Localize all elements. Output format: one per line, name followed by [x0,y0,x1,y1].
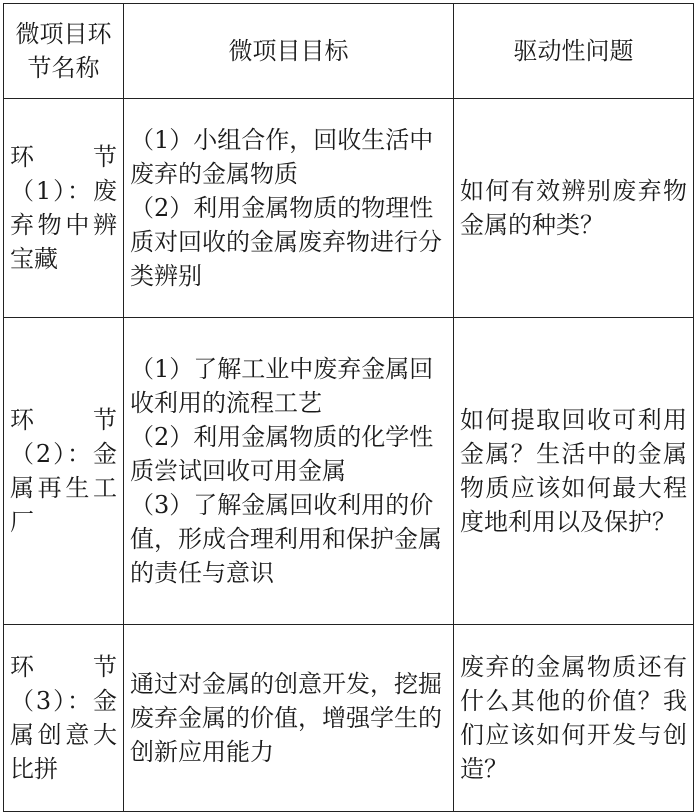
table-row [4,318,694,625]
stage-name-cell: 环节（3）：金属创意大比拼 [4,625,124,812]
table-row [4,625,694,812]
driving-question-cell: 如何提取回收可利用金属？生活中的金属物质应该如何最大程度地利用以及保护？ [454,318,694,625]
stage-name-cell: 环节（1）：废弃物中辨宝藏 [4,99,124,318]
micro-project-table [3,3,694,812]
goal-item: （1）小组合作，回收生活中废弃的金属物质 [130,126,434,188]
header-stage-name: 微项目环节名称 [4,4,124,99]
goal-item: （2）利用金属物质的化学性质尝试回收可用金属 [130,423,434,485]
goal-cell [124,625,454,812]
header-project-goal: 微项目目标 [124,4,454,99]
header-driving-question: 驱动性问题 [454,4,694,99]
goal-item: 通过对金属的创意开发，挖掘废弃金属的价值，增强学生的创新应用能力 [130,670,442,766]
driving-question-cell: 废弃的金属物质还有什么其他的价值？我们应该如何开发与创造？ [454,625,694,812]
goal-cell [124,318,454,625]
goal-item: （2）利用金属物质的物理性质对回收的金属废弃物进行分类辨别 [130,194,442,290]
goal-item: （3）了解金属回收利用的价值，形成合理利用和保护金属的责任与意识 [130,491,442,587]
driving-question-cell: 如何有效辨别废弃物金属的种类？ [454,99,694,318]
stage-name-cell: 环节（2）：金属再生工厂 [4,318,124,625]
table-header-row [4,4,694,99]
goal-cell [124,99,454,318]
table-row [4,99,694,318]
goal-item: （1）了解工业中废弃金属回收利用的流程工艺 [130,355,434,417]
